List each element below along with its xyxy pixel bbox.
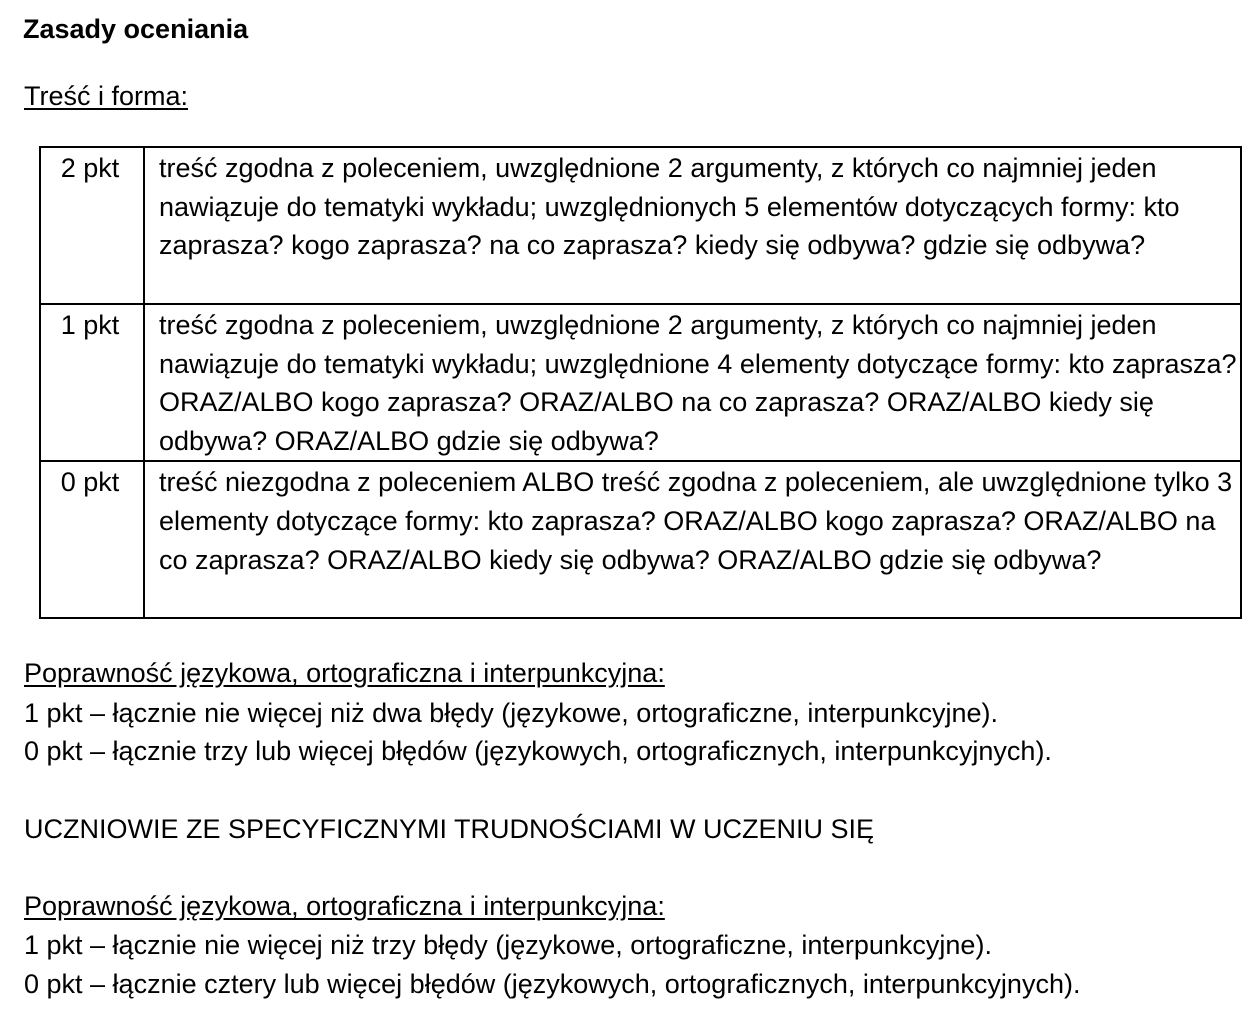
page-title: Zasady oceniania [23, 14, 249, 44]
correctness-line-1pkt: 1 pkt – łącznie nie więcej niż dwa błędy (językowe, ortograficzne, interpunkcyjne). [24, 698, 998, 728]
points-cell: 2 pkt [40, 147, 144, 304]
description-cell: treść niezgodna z poleceniem ALBO treść zgodna z poleceniem, ale uwzględnione tylko 3 elementy dotyczące formy: kto zaprasza? ORAZ/ALBO kogo zaprasza? ORAZ/ALBO na co zaprasza? ORAZ/ALBO kiedy się odbywa? ORAZ/ALBO gdzie się odbywa? [144, 461, 1241, 618]
special-correctness-heading: Poprawność językowa, ortograficzna i interpunkcyjna: [24, 891, 665, 921]
table-row [40, 147, 1241, 304]
description-cell: treść zgodna z poleceniem, uwzględnione 2 argumenty, z których co najmniej jeden nawiązuje do tematyki wykładu; uwzględnione 4 elementy dotyczące formy: kto zaprasza? ORAZ/ALBO kogo zaprasza? ORAZ/ALBO na co zaprasza? ORAZ/ALBO kiedy się odbywa? ORAZ/ALBO gdzie się odbywa? [144, 304, 1241, 461]
special-correctness-line-1pkt: 1 pkt – łącznie nie więcej niż trzy błędy (językowe, ortograficzne, interpunkcyjne). [24, 930, 992, 960]
correctness-heading: Poprawność językowa, ortograficzna i interpunkcyjna: [24, 658, 665, 688]
special-needs-heading: UCZNIOWIE ZE SPECYFICZNYMI TRUDNOŚCIAMI W UCZENIU SIĘ [24, 814, 875, 844]
table-row [40, 304, 1241, 461]
table-row [40, 461, 1241, 618]
points-cell: 1 pkt [40, 304, 144, 461]
scoring-table [39, 146, 1242, 619]
special-correctness-line-0pkt: 0 pkt – łącznie cztery lub więcej błędów (językowych, ortograficznych, interpunkcyjnych). [24, 969, 1081, 999]
description-cell: treść zgodna z poleceniem, uwzględnione 2 argumenty, z których co najmniej jeden nawiązuje do tematyki wykładu; uwzględnionych 5 elementów dotyczących formy: kto zaprasza? kogo zaprasza? na co zaprasza? kiedy się odbywa? gdzie się odbywa? [144, 147, 1241, 304]
correctness-line-0pkt: 0 pkt – łącznie trzy lub więcej błędów (językowych, ortograficznych, interpunkcyjnych). [24, 736, 1052, 766]
points-cell: 0 pkt [40, 461, 144, 618]
content-form-heading: Treść i forma: [24, 81, 189, 111]
